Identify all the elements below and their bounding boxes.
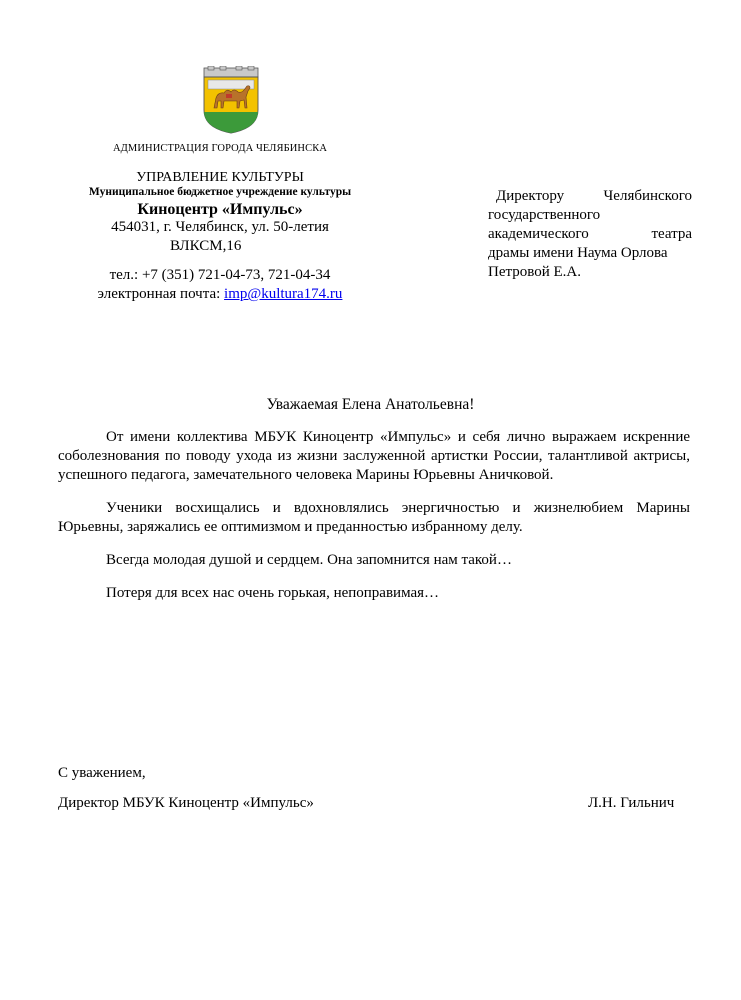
institution-type: Муниципальное бюджетное учреждение культуры [88,186,352,198]
email-link[interactable]: imp@kultura174.ru [224,286,343,302]
letter-closing: С уважением, [58,765,146,781]
letter-paragraph: Всегда молодая душой и сердцем. Она запомнится нам такой… [106,552,512,568]
letter-paragraph: Ученики восхищались и вдохновлялись энергичностью и жизнелюбием Марины Юрьевны, заряжались ее оптимизмом и преданностью избранному делу. [58,500,690,535]
email-row [60,286,380,303]
addressee-block [488,187,692,282]
letter-body [58,428,690,617]
signatory-position: Директор МБУК Киноцентр «Импульс» [58,795,314,811]
phone-numbers: тел.: +7 (351) 721-04-73, 721-04-34 [109,267,331,283]
department-name: УПРАВЛЕНИЕ КУЛЬТУРЫ [136,170,304,185]
letter-greeting: Уважаемая Елена Анатольевна! [266,396,475,413]
administration-name: АДМИНИСТРАЦИЯ ГОРОДА ЧЕЛЯБИНСКА [112,143,328,154]
letter-paragraph: Потеря для всех нас очень горькая, непоправимая… [106,585,440,601]
addressee-org-part3: театра [651,226,692,242]
letter-paragraph: От имени коллектива МБУК Киноцентр «Импульс» и себя лично выражаем искренние соболезнования по поводу ухода из жизни заслуженной артистки России, талантливой актрисы, успешного педагога, замечательного человека Марины Юрьевны Аничковой. [58,429,690,483]
addressee-line2: государственного [488,207,601,223]
addressee-line3 [488,225,692,244]
address-line1: 454031, г. Челябинск, ул. 50-летия [111,219,329,235]
institution-name: Киноцентр «Импульс» [137,201,303,218]
addressee-name: Петровой Е.А. [488,264,581,280]
addressee-line4: драмы имени Наума Орлова [488,245,668,261]
addressee-line1 [488,187,692,206]
addressee-org-part1: Челябинского [603,188,692,204]
signatory-name: Л.Н. Гильнич [588,795,675,811]
addressee-title: Директору [496,188,565,204]
addressee-org-part2: академического [488,226,589,242]
coat-of-arms-icon [200,66,262,134]
address-line2: ВЛКСМ,16 [170,238,242,254]
email-label: электронная почта: [97,286,225,302]
